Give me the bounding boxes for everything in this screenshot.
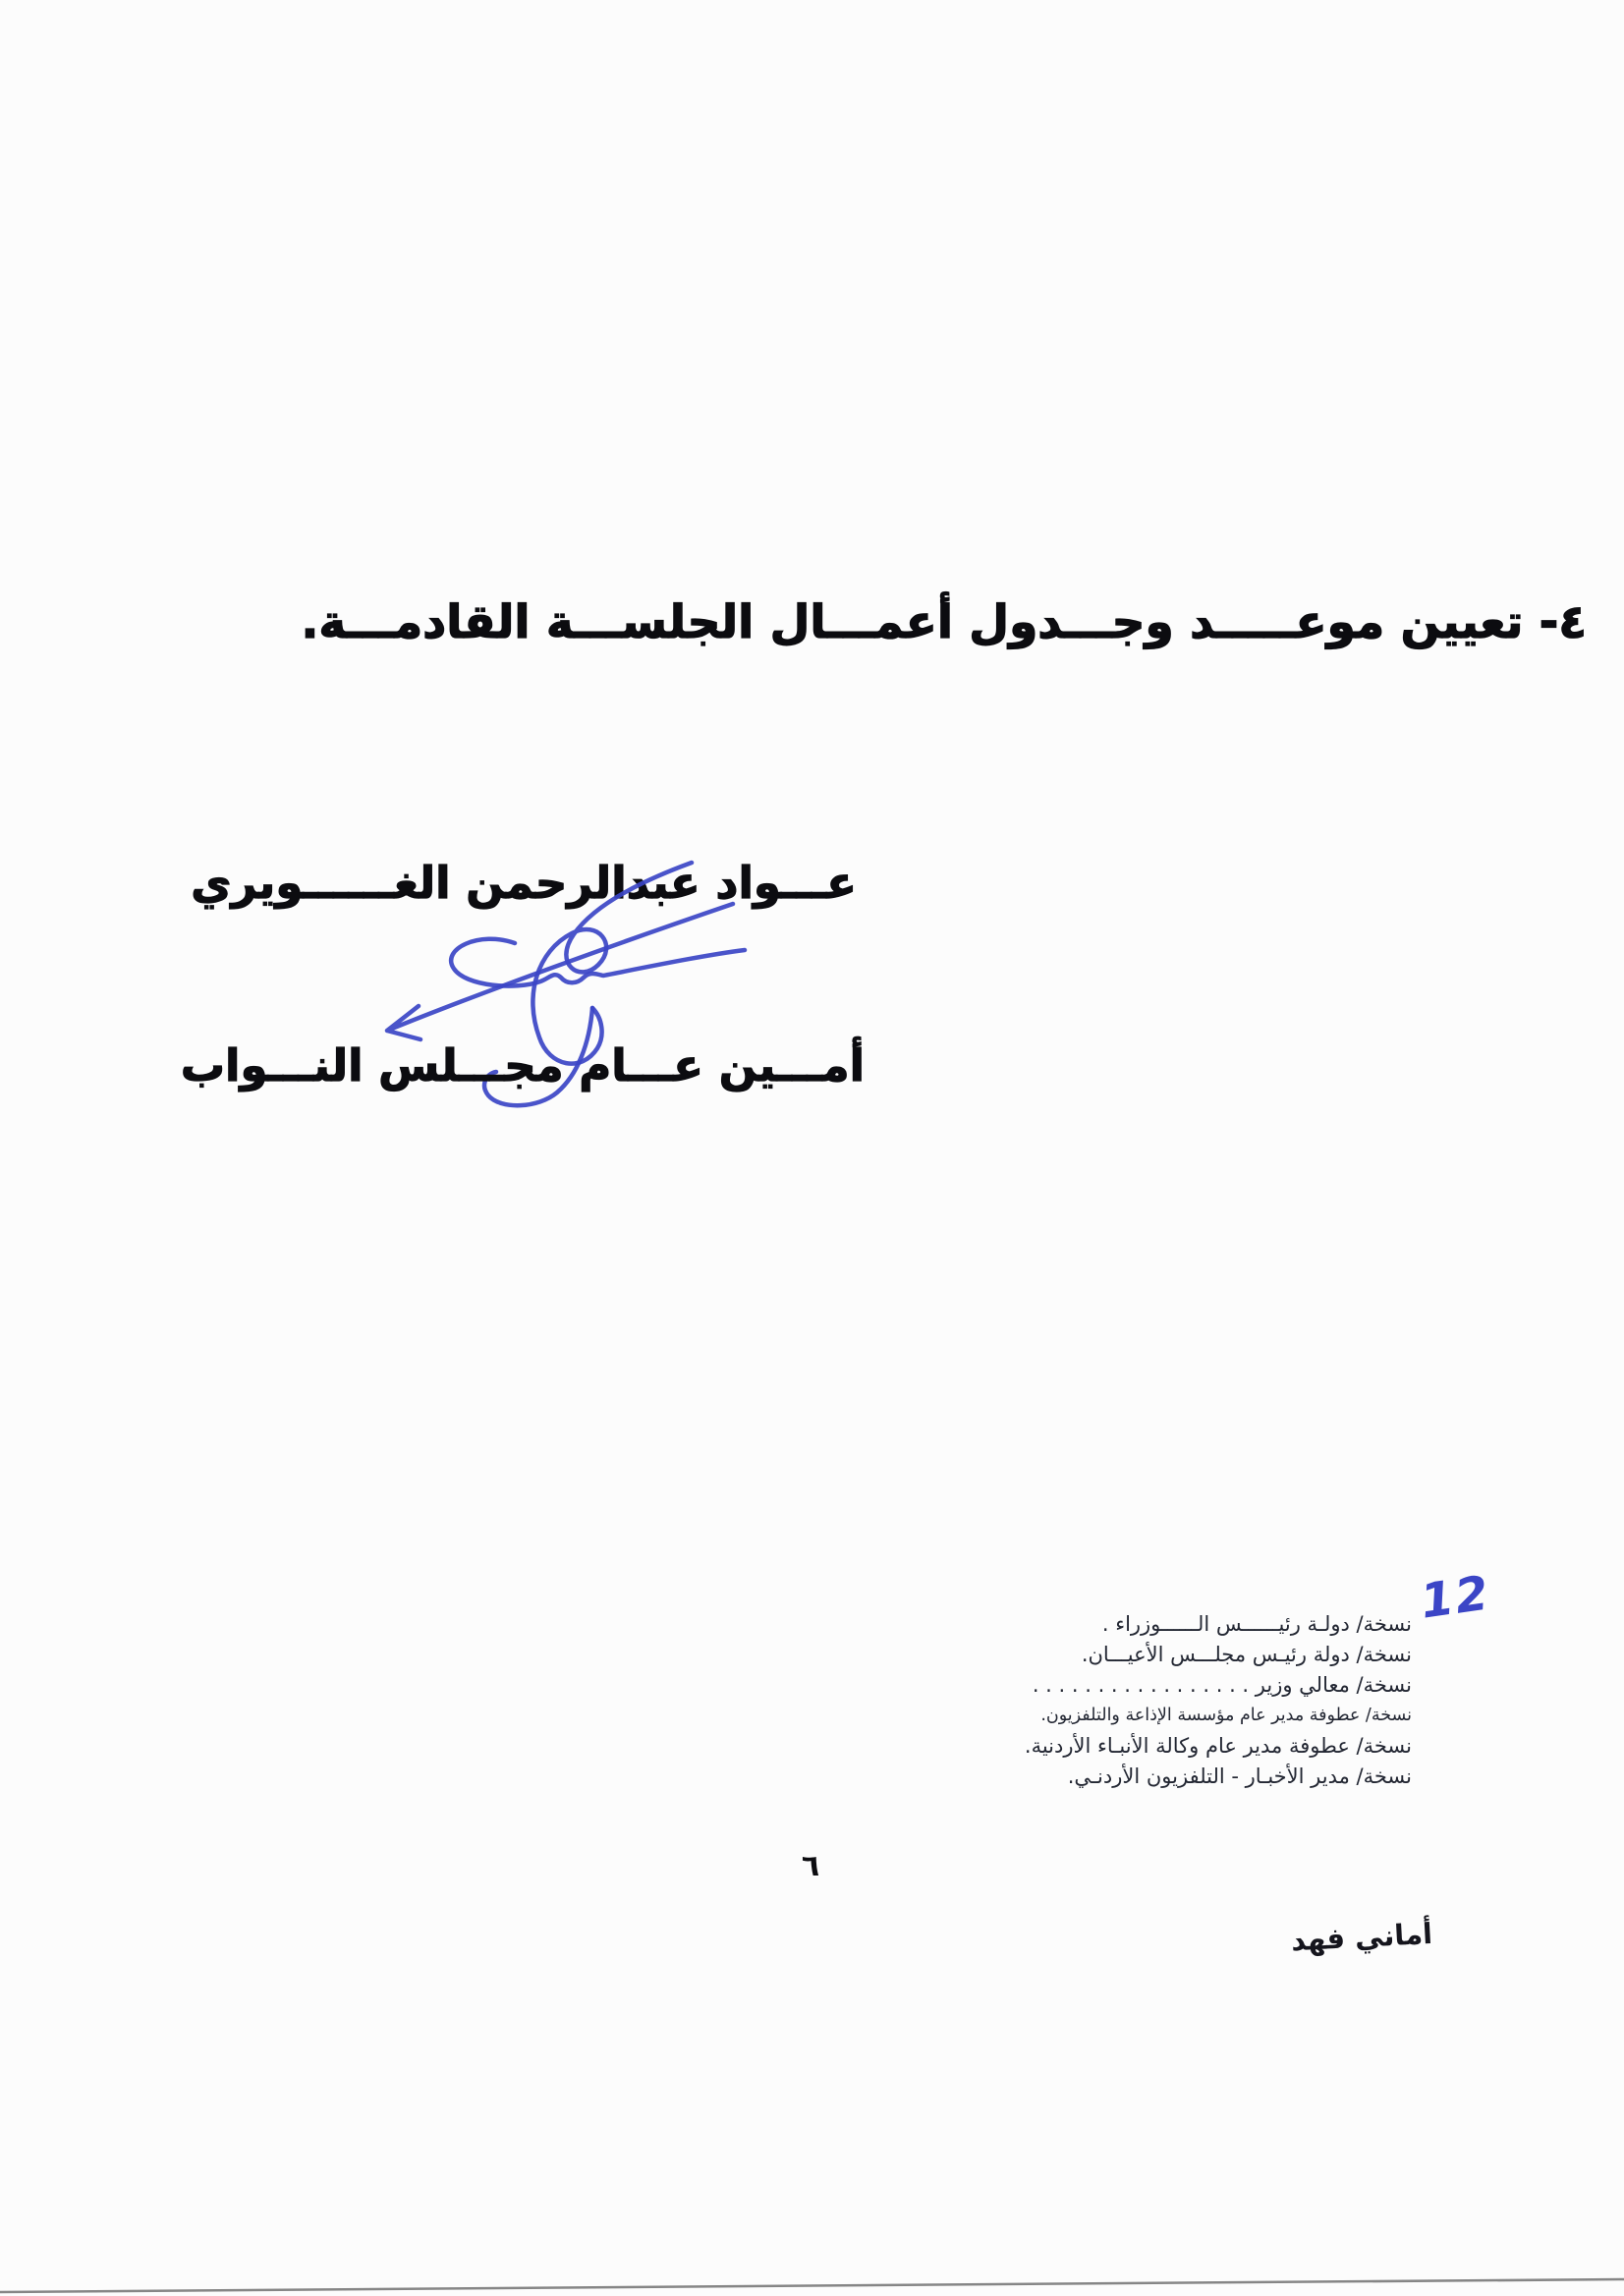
handwritten-page-annotation: 12 <box>1417 1565 1494 1630</box>
agenda-item-heading: ٤- تعيين موعـــــد وجـــدول أعمـــال الجلســـة القادمـــة. <box>301 595 1587 649</box>
distribution-list-item: نسخة/ عطوفة مدير عام مؤسسة الإذاعة والتلفزيون. <box>1040 1706 1412 1725</box>
distribution-list-item: نسخة/ دولة رئيـس مجلـــس الأعيـــان. <box>1081 1643 1412 1666</box>
page-number: ٦ <box>801 1849 820 1883</box>
signatory-title: أمـــين عـــام مجـــلس النـــواب <box>180 1039 865 1092</box>
distribution-list-item: نسخة/ دولـة رئيــــــس الــــــوزراء . <box>1101 1612 1412 1636</box>
handwritten-initials: أماني فهد <box>1290 1916 1433 1958</box>
distribution-list-item: نسخة/ معالي وزير . . . . . . . . . . . . . . . . . <box>1032 1673 1412 1697</box>
signatory-name: عـــواد عبدالرحمن الغــــــويري <box>191 857 857 909</box>
distribution-list-item: نسخة/ عطوفة مدير عام وكالة الأنبـاء الأردنية. <box>1024 1734 1412 1758</box>
distribution-list-item: نسخة/ مدير الأخبـار - التلفزيون الأردنـي. <box>1067 1764 1412 1788</box>
